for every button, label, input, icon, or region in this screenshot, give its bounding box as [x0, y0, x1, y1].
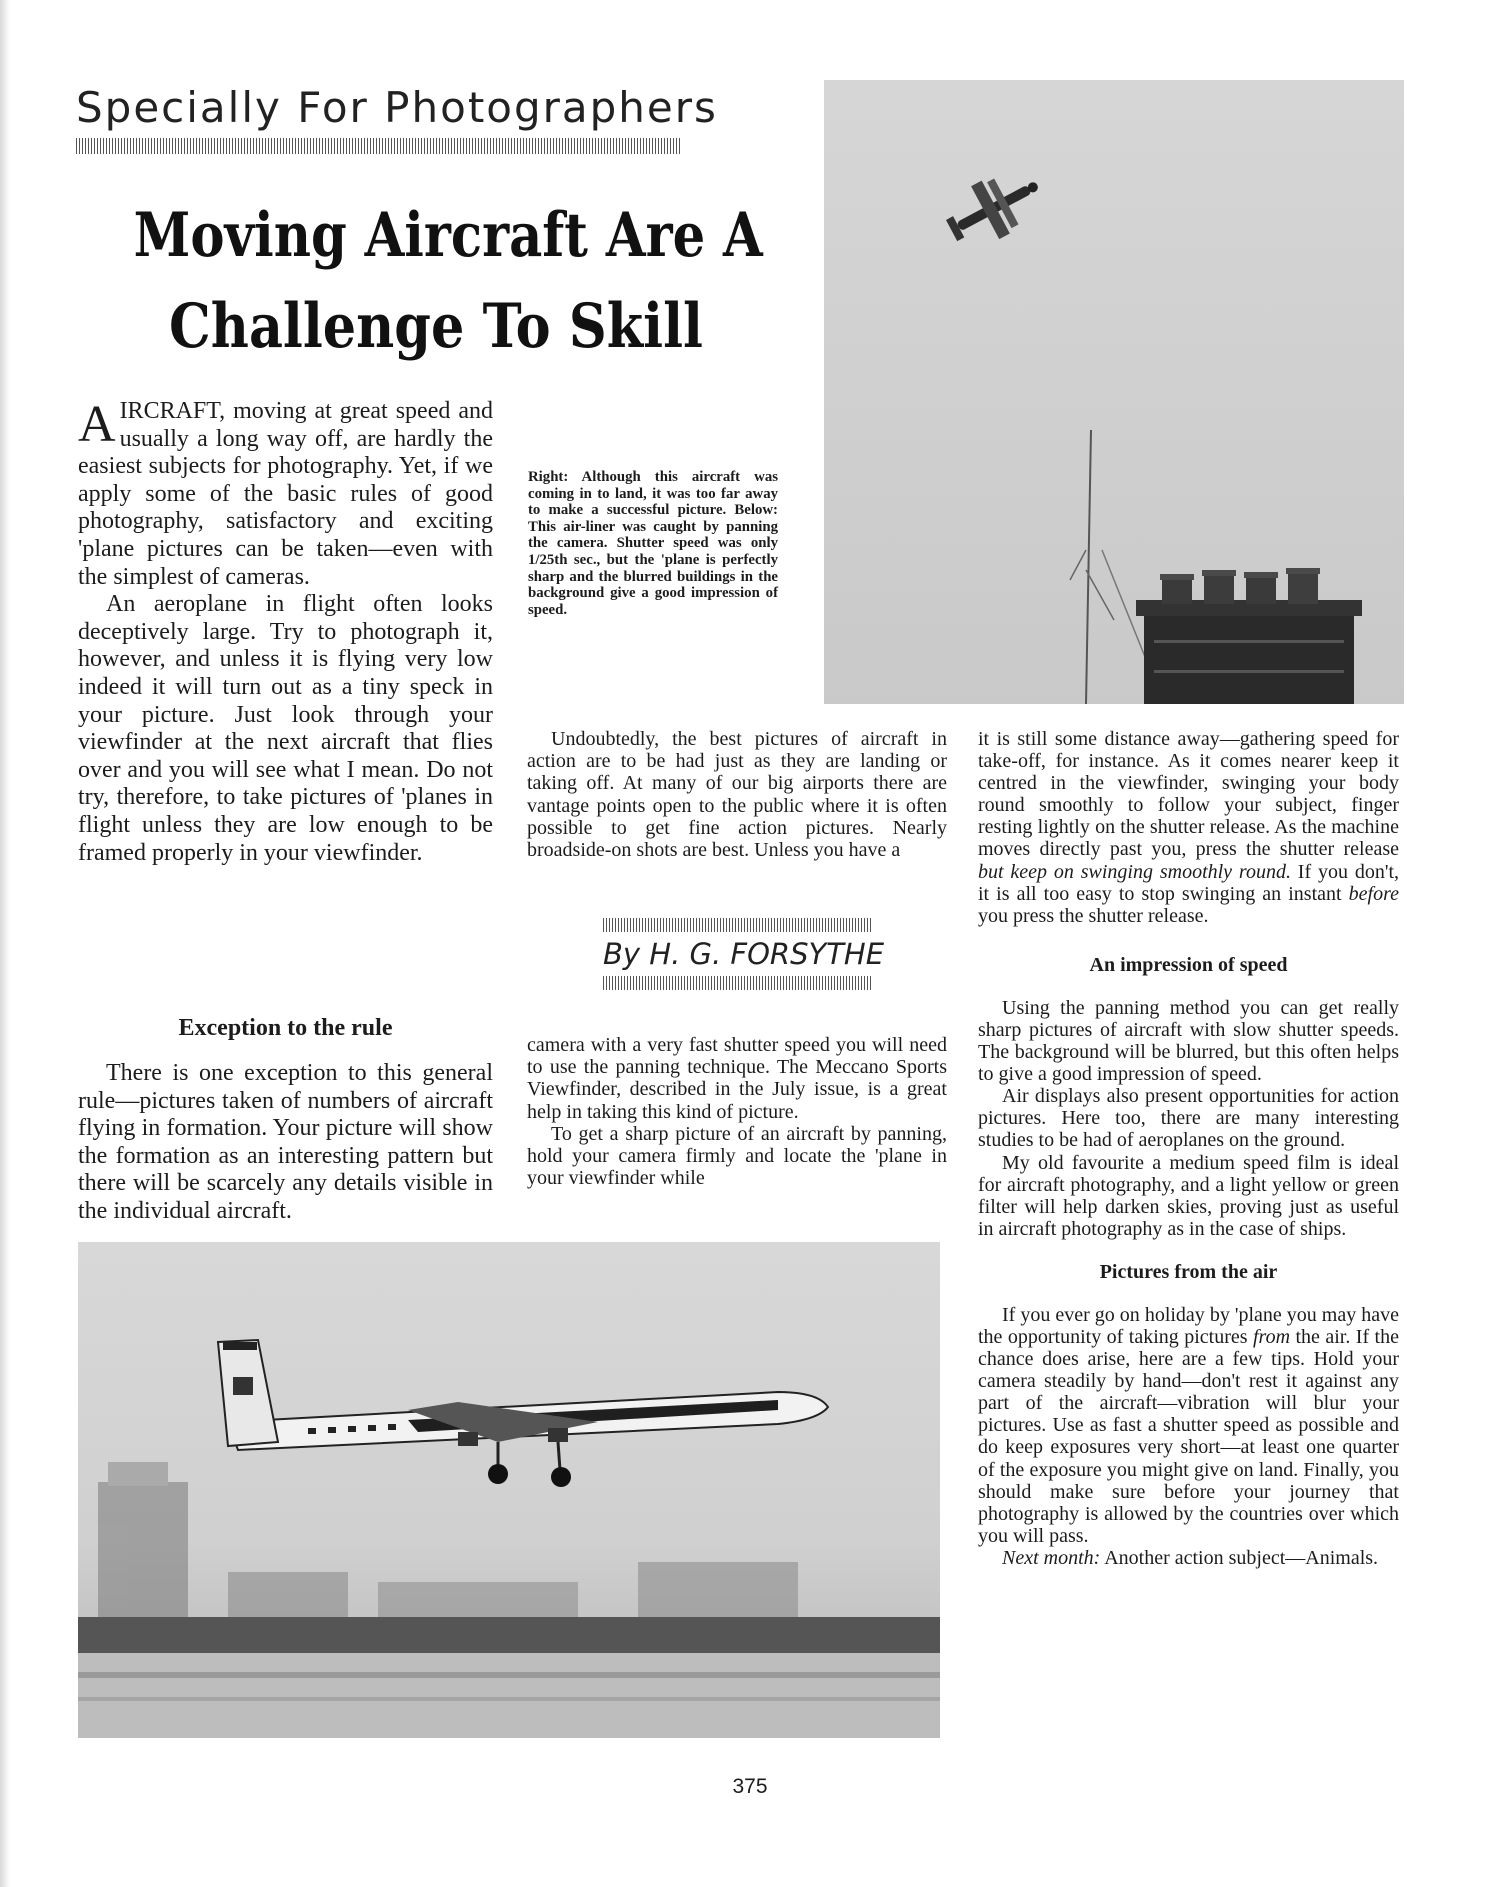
section-title: Specially For Photographers	[76, 83, 718, 132]
photo-caption: Right: Although this aircraft was coming in to land, it was too far away to make a successful picture. Below: This air-liner was caught by panning the camera. Shutter speed was only 1/25th sec., but the 'plane is perfectly sharp and the blurred buildings in the background give a good impression of speed.	[528, 469, 778, 618]
subheading-from-air: Pictures from the air	[1099, 1260, 1278, 1283]
paragraph: To get a sharp picture of an aircraft by panning, hold your camera firmly and locate the 'plane in your viewfinder while	[527, 1122, 947, 1190]
airliner-icon	[218, 1340, 828, 1487]
emphasis: but keep on swinging smoothly round.	[978, 860, 1291, 883]
paragraph-intro-text: IRCRAFT, moving at great speed and usually a long way off, are hardly the easiest subjects for photography. Yet, if we apply some of the basic rules of good photography, satisfactory and exciting 'plane pictures can be taken—even with the simplest of cameras.	[78, 398, 493, 590]
byline-rule-top	[603, 918, 871, 932]
paragraph	[978, 1304, 1399, 1547]
subheading-impression: An impression of speed	[1089, 953, 1288, 976]
paragraph: Using the panning method you can get really sharp pictures of aircraft with slow shutter speeds. The background will be blurred, but this often helps to give a good impression of speed.	[978, 996, 1399, 1086]
blurred-fence-icon	[78, 1617, 940, 1653]
paragraph: Undoubtedly, the best pictures of aircraft in action are to be had just as they are landing or taking off. At many of our big airports there are vantage points open to the public where it is often possible to get fine action pictures. Nearly broadside-on shots are best. Unless you have a	[527, 728, 947, 862]
byline: By H. G. FORSYTHE	[603, 937, 885, 971]
column-3	[978, 728, 1399, 1569]
page-edge	[0, 0, 10, 1887]
photo-biplane	[824, 80, 1404, 704]
page-number: 375	[732, 1775, 768, 1798]
paragraph: My old favourite a medium speed film is ideal for aircraft photography, and a light yellow or green filter will help darken skies, proving just as useful in aircraft photography as in the case of ships.	[978, 1151, 1399, 1240]
next-month-text: Another action subject—Animals.	[1100, 1546, 1379, 1569]
byline-block	[603, 918, 885, 990]
section-rule	[76, 138, 682, 154]
byline-rule-bottom	[603, 976, 871, 990]
drop-cap: A	[78, 396, 116, 453]
article-headline	[76, 190, 796, 372]
biplane-photo-illustration	[824, 80, 1404, 704]
airliner-photo-illustration	[78, 1242, 940, 1738]
paragraph: Air displays also present opportunities for action pictures. Here too, there are many interesting studies to be had of aeroplanes on the ground.	[978, 1085, 1399, 1152]
paragraph	[978, 728, 1399, 927]
text-run: you press the shutter release.	[978, 904, 1209, 927]
column-1-upper	[78, 398, 493, 867]
text-run: If you don't, it is all too easy to stop swinging an instant	[978, 860, 1399, 905]
paragraph-intro	[78, 398, 493, 591]
paragraph: There is one exception to this general rule—pictures taken of numbers of aircraft flying in formation. Your picture will show the formation as an interesting pattern but there will be scarcely any details visible in the individual aircraft.	[78, 1060, 493, 1224]
text-run: the air. If the chance does arise, here are a few tips. Hold your camera steadily by hand—don't rest it against any part of the aircraft—vibration will blur your pictures. Use as fast a shutter speed as possible and do keep exposures very short—at least one quarter of the exposure you might give on land. Finally, you should make sure before your journey that photography is allowed by the countries over which you will pass.	[978, 1325, 1399, 1547]
headline-line-1: Moving Aircraft Are A	[133, 200, 763, 271]
next-month-label: Next month:	[1002, 1546, 1101, 1569]
blurred-background-buildings-icon	[98, 1462, 798, 1622]
paragraph: An aeroplane in flight often looks deceptively large. Try to photograph it, however, and unless it is flying very low indeed it will turn out as a tiny speck in your picture. Just look through your viewfinder at the next aircraft that flies over and you will see what I mean. Do not try, therefore, to take pictures of 'planes in flight unless they are low enough to be framed properly in your viewfinder.	[78, 591, 493, 866]
photo-airliner	[78, 1242, 940, 1738]
text-run: If you ever go on holiday by 'plane you may have the opportunity of taking pictures	[978, 1303, 1399, 1348]
headline-line-2: Challenge To Skill	[169, 291, 703, 362]
chimney-stack-icon	[1136, 568, 1362, 704]
emphasis: before	[1348, 882, 1399, 905]
column-1-lower	[78, 1014, 493, 1226]
column-2-upper	[527, 728, 947, 861]
subheading-exception: Exception to the rule	[178, 1015, 393, 1041]
text-run: it is still some distance away—gathering speed for take-off, for instance. As it comes nearer keep it centred in the viewfinder, swinging your body round smoothly to follow your subject, finger resting lightly on the shutter release. As the machine moves directly past you, press the shutter release	[978, 728, 1399, 861]
paragraph-next-month	[978, 1547, 1399, 1569]
section-header	[76, 83, 718, 154]
emphasis: from	[1252, 1325, 1291, 1348]
column-2-lower	[527, 1034, 947, 1189]
biplane-icon	[938, 159, 1052, 258]
paragraph: camera with a very fast shutter speed you will need to use the panning technique. The Meccano Sports Viewfinder, described in the July issue, is a great help in taking this kind of picture.	[527, 1034, 947, 1123]
